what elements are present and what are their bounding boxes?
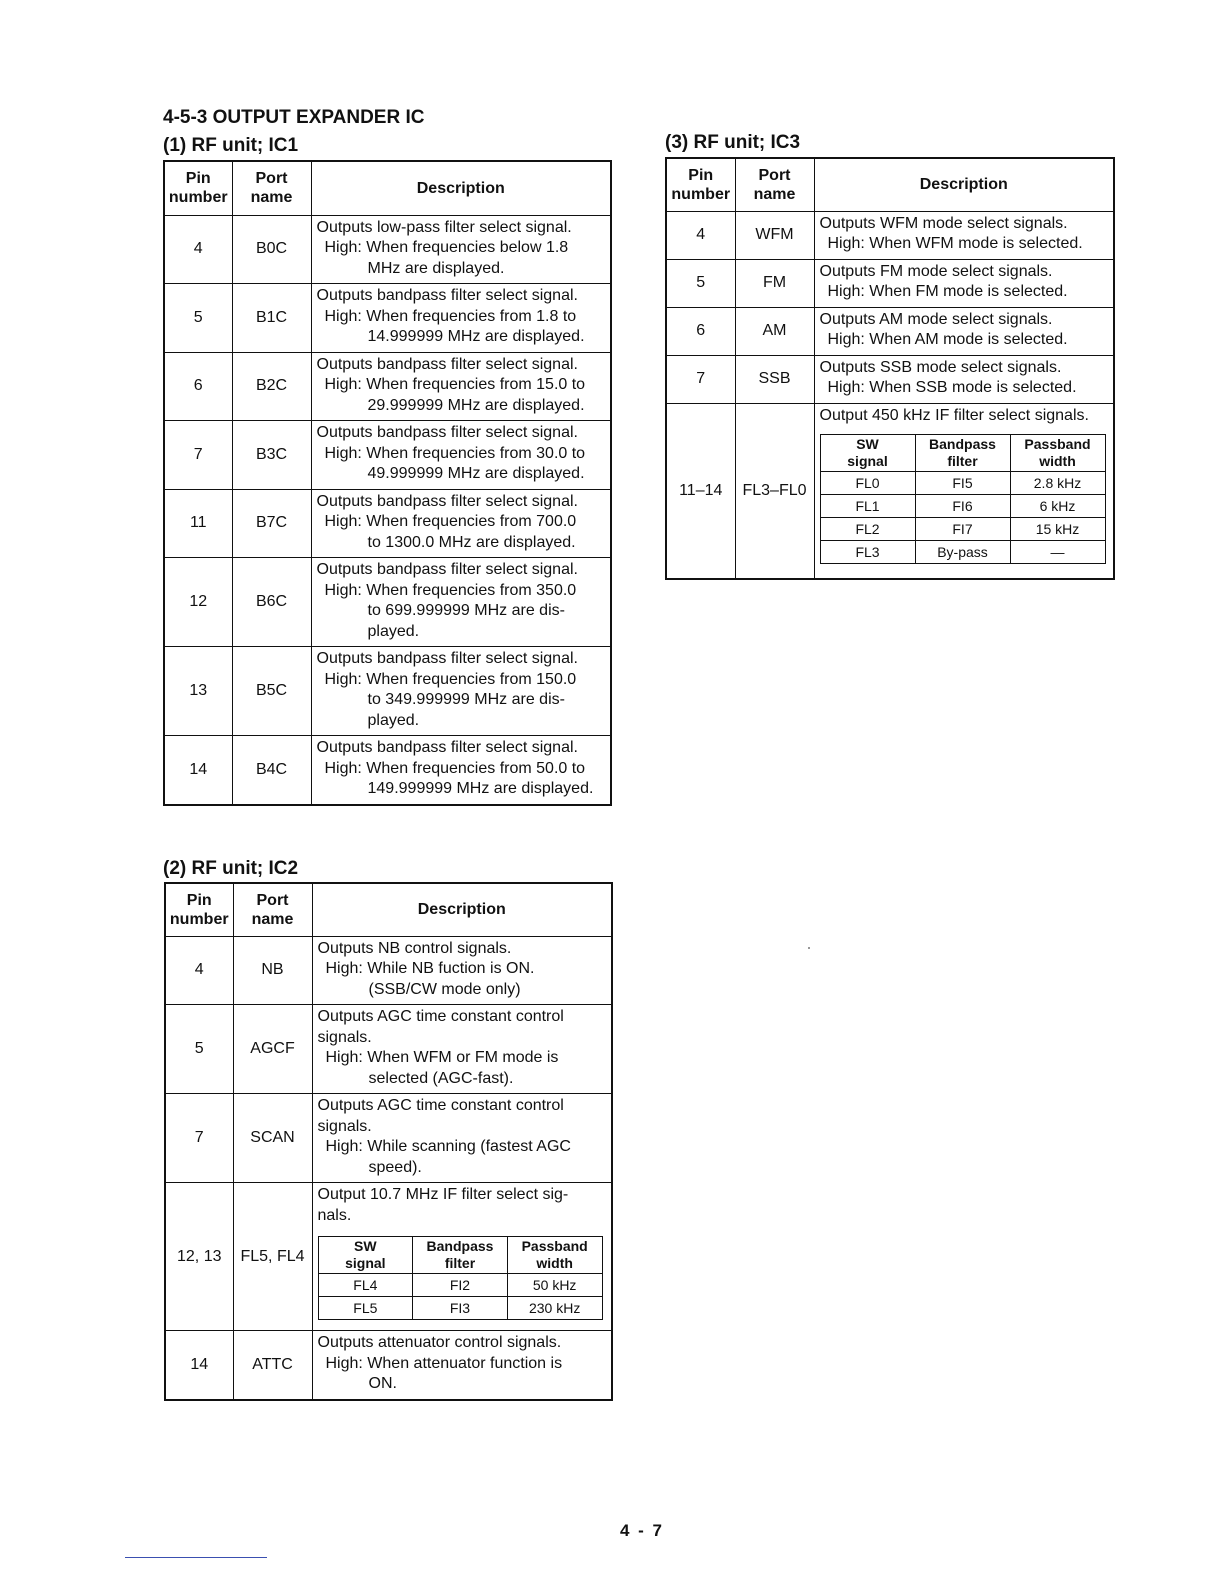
description: Outputs attenuator control signals. High: When attenuator function is ON. <box>312 1331 612 1400</box>
port-name-header: Port name <box>233 883 312 936</box>
pin-number: 5 <box>164 284 232 353</box>
bandpass-filter: FI7 <box>915 518 1010 541</box>
table-row <box>666 403 1114 579</box>
port-name: AM <box>735 307 814 355</box>
ic2-title: (2) RF unit; IC2 <box>163 858 299 879</box>
description: Outputs AGC time constant control signals. High: When WFM or FM mode is selected (AGC-fast). <box>312 1005 612 1094</box>
ic2-table <box>164 882 613 1401</box>
pin-number: 6 <box>164 352 232 421</box>
page-number: 4 - 7 <box>620 1521 665 1540</box>
port-name: SSB <box>735 355 814 403</box>
port-name: B0C <box>232 215 311 284</box>
pin-number-header: Pin number <box>164 161 232 215</box>
passband-width-header: Passband width <box>507 1237 602 1274</box>
table-row <box>164 736 611 805</box>
pin-number: 14 <box>165 1331 233 1400</box>
ic3-table <box>665 157 1115 580</box>
pin-number: 4 <box>165 936 233 1005</box>
port-name: B1C <box>232 284 311 353</box>
if-filter-subtable <box>820 434 1106 564</box>
section-heading: 4-5-3 OUTPUT EXPANDER IC <box>163 107 425 128</box>
sw-signal: FL3 <box>820 541 915 564</box>
table-row <box>666 211 1114 259</box>
port-name: B2C <box>232 352 311 421</box>
description-header: Description <box>311 161 611 215</box>
pin-number: 12 <box>164 558 232 647</box>
sw-signal: FL1 <box>820 495 915 518</box>
port-name: FL5, FL4 <box>233 1183 312 1331</box>
passband-width: 15 kHz <box>1010 518 1105 541</box>
port-name-header: Port name <box>232 161 311 215</box>
pin-number: 7 <box>164 421 232 490</box>
scan-speck <box>808 947 810 949</box>
description: Outputs WFM mode select signals. High: When WFM mode is selected. <box>814 211 1114 259</box>
ic1-title: (1) RF unit; IC1 <box>163 135 299 156</box>
subtable-row <box>318 1297 602 1320</box>
ic2-header-row <box>165 883 612 936</box>
description: Output 10.7 MHz IF filter select sig- nals. SW signal Bandpass filter Passband width FL4 FI2 50 kHz FL5 FI3 230 kHz <box>312 1183 612 1331</box>
pin-number-header: Pin number <box>666 158 735 211</box>
port-name: B5C <box>232 647 311 736</box>
passband-width: — <box>1010 541 1105 564</box>
pin-number: 13 <box>164 647 232 736</box>
bandpass-filter: By-pass <box>915 541 1010 564</box>
table-row <box>164 647 611 736</box>
pin-number: 4 <box>164 215 232 284</box>
sw-signal-header: SW signal <box>820 435 915 472</box>
table-row <box>165 1005 612 1094</box>
passband-width: 2.8 kHz <box>1010 472 1105 495</box>
description: Outputs bandpass filter select signal. High: When frequencies from 350.0 to 699.999999 MHz are dis- played. <box>311 558 611 647</box>
pin-number: 14 <box>164 736 232 805</box>
subtable-row <box>820 495 1105 518</box>
bandpass-filter: FI5 <box>915 472 1010 495</box>
pin-number: 7 <box>666 355 735 403</box>
pin-number-header: Pin number <box>165 883 233 936</box>
port-name: B7C <box>232 489 311 558</box>
if-filter-subtable <box>318 1236 603 1320</box>
bandpass-filter: FI3 <box>413 1297 508 1320</box>
table-row <box>666 259 1114 307</box>
description: Outputs bandpass filter select signal. High: When frequencies from 50.0 to 149.999999 MHz are displayed. <box>311 736 611 805</box>
sw-signal: FL4 <box>318 1274 413 1297</box>
description-header: Description <box>312 883 612 936</box>
description: Outputs AGC time constant control signals. High: While scanning (fastest AGC speed). <box>312 1094 612 1183</box>
description: Output 450 kHz IF filter select signals. SW signal Bandpass filter Passband width FL0 FI5 2.8 kHz FL1 FI6 6 kHz FL2 FI7 15 kHz FL3 By-pass — <box>814 403 1114 579</box>
port-name: ATTC <box>233 1331 312 1400</box>
description: Outputs bandpass filter select signal. High: When frequencies from 30.0 to 49.999999 MHz are displayed. <box>311 421 611 490</box>
table-row <box>165 936 612 1005</box>
footer-rule <box>125 1557 267 1558</box>
table-row <box>164 284 611 353</box>
description: Outputs SSB mode select signals. High: When SSB mode is selected. <box>814 355 1114 403</box>
bandpass-filter-header: Bandpass filter <box>413 1237 508 1274</box>
pin-number: 11–14 <box>666 403 735 579</box>
description: Outputs FM mode select signals. High: When FM mode is selected. <box>814 259 1114 307</box>
sw-signal: FL2 <box>820 518 915 541</box>
ic3-header-row <box>666 158 1114 211</box>
description: Outputs low-pass filter select signal. High: When frequencies below 1.8 MHz are displayed. <box>311 215 611 284</box>
passband-width: 6 kHz <box>1010 495 1105 518</box>
port-name: B3C <box>232 421 311 490</box>
pin-number: 7 <box>165 1094 233 1183</box>
table-row <box>164 489 611 558</box>
bandpass-filter-header: Bandpass filter <box>915 435 1010 472</box>
description: Outputs bandpass filter select signal. High: When frequencies from 700.0 to 1300.0 MHz are displayed. <box>311 489 611 558</box>
sw-signal: FL5 <box>318 1297 413 1320</box>
description: Outputs bandpass filter select signal. High: When frequencies from 15.0 to 29.999999 MHz are displayed. <box>311 352 611 421</box>
ic3-title: (3) RF unit; IC3 <box>665 132 801 153</box>
table-row <box>164 558 611 647</box>
sw-signal: FL0 <box>820 472 915 495</box>
passband-width: 50 kHz <box>507 1274 602 1297</box>
description: Outputs NB control signals. High: While NB fuction is ON. (SSB/CW mode only) <box>312 936 612 1005</box>
table-row <box>165 1331 612 1400</box>
pin-number: 11 <box>164 489 232 558</box>
table-row <box>165 1094 612 1183</box>
port-name: WFM <box>735 211 814 259</box>
pin-number: 12, 13 <box>165 1183 233 1331</box>
port-name: FL3–FL0 <box>735 403 814 579</box>
bandpass-filter: FI2 <box>413 1274 508 1297</box>
passband-width-header: Passband width <box>1010 435 1105 472</box>
port-name: B6C <box>232 558 311 647</box>
description: Outputs AM mode select signals. High: When AM mode is selected. <box>814 307 1114 355</box>
description: Outputs bandpass filter select signal. High: When frequencies from 1.8 to 14.999999 MHz are displayed. <box>311 284 611 353</box>
pin-number: 5 <box>666 259 735 307</box>
pin-number: 5 <box>165 1005 233 1094</box>
sw-signal-header: SW signal <box>318 1237 413 1274</box>
port-name: B4C <box>232 736 311 805</box>
pin-number: 6 <box>666 307 735 355</box>
description-header: Description <box>814 158 1114 211</box>
port-name: SCAN <box>233 1094 312 1183</box>
subtable-row <box>820 541 1105 564</box>
table-row <box>164 352 611 421</box>
port-name: NB <box>233 936 312 1005</box>
port-name: AGCF <box>233 1005 312 1094</box>
subtable-row <box>318 1274 602 1297</box>
pin-number: 4 <box>666 211 735 259</box>
port-name: FM <box>735 259 814 307</box>
description: Outputs bandpass filter select signal. High: When frequencies from 150.0 to 349.999999 MHz are dis- played. <box>311 647 611 736</box>
table-row <box>165 1183 612 1331</box>
table-row <box>666 307 1114 355</box>
bandpass-filter: FI6 <box>915 495 1010 518</box>
ic1-table <box>163 160 612 806</box>
passband-width: 230 kHz <box>507 1297 602 1320</box>
port-name-header: Port name <box>735 158 814 211</box>
table-row <box>164 421 611 490</box>
subtable-row <box>820 518 1105 541</box>
table-row <box>666 355 1114 403</box>
subtable-row <box>820 472 1105 495</box>
table-row <box>164 215 611 284</box>
ic1-header-row <box>164 161 611 215</box>
